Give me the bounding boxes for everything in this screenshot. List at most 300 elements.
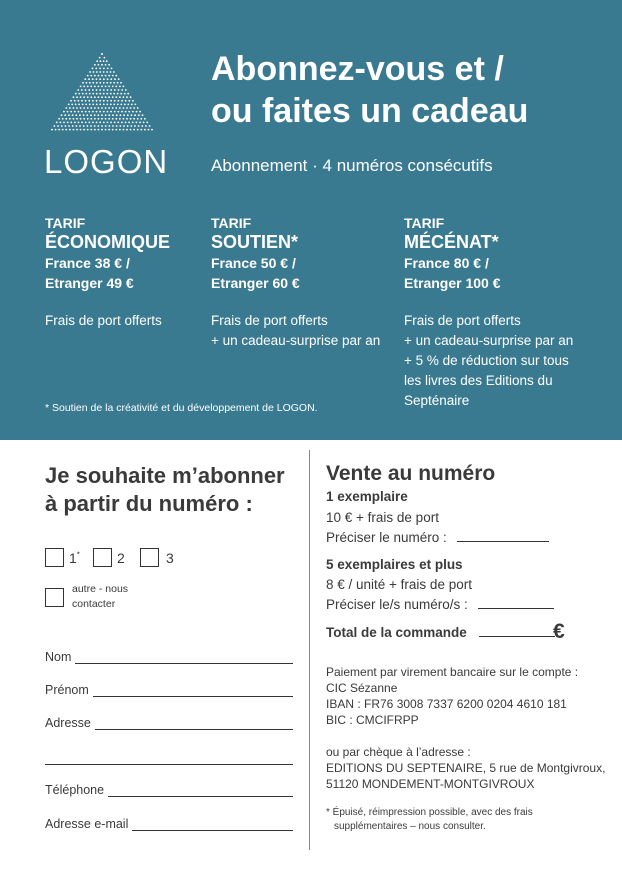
logo-dot — [96, 104, 98, 106]
tarif-soutien — [211, 215, 380, 351]
logo-dot — [96, 100, 98, 102]
logo-dot — [92, 68, 94, 70]
subscribe-title — [45, 462, 285, 518]
logo-dot — [82, 104, 84, 106]
logo-dot — [90, 125, 92, 127]
logo-dot — [105, 107, 107, 109]
logo-dot — [98, 86, 100, 88]
tarif-label: TARIF — [211, 215, 252, 231]
logo-dot — [63, 122, 65, 124]
note-line-2: supplémentaires – nous consulter. — [334, 821, 486, 832]
logo-dot — [88, 78, 90, 80]
logo-dot — [96, 89, 98, 91]
logo-dot — [120, 82, 122, 84]
logo-dot — [114, 100, 116, 102]
logo-dot — [99, 57, 101, 59]
logo-dot — [94, 96, 96, 98]
logo-dot — [94, 114, 96, 116]
logo-dot — [61, 114, 63, 116]
logo-dot — [103, 111, 105, 113]
logo-dot — [112, 86, 114, 88]
tarif-price-france: France 80 € / — [404, 255, 489, 271]
logo-dot — [82, 93, 84, 95]
tarif-price-france: France 50 € / — [211, 255, 296, 271]
cheque-info — [326, 744, 605, 792]
logo-dot — [103, 104, 105, 106]
tarif-price-france: France 38 € / — [45, 255, 130, 271]
tarif-desc-line: Septénaire — [404, 393, 470, 408]
logo-dot — [80, 96, 82, 98]
logo-dot — [116, 114, 118, 116]
tarif-price-etranger: Etranger 100 € — [404, 275, 501, 291]
logo-dot — [87, 118, 89, 120]
logo-dot — [78, 111, 80, 113]
logo-dot — [98, 75, 100, 77]
logo-dot — [121, 89, 123, 91]
logo-dot — [114, 122, 116, 124]
order-total — [326, 625, 555, 640]
logo-dot — [117, 93, 119, 95]
logo-dot — [149, 125, 151, 127]
logo-dot — [132, 100, 134, 102]
logo-dot — [130, 107, 132, 109]
logo-dot — [53, 125, 55, 127]
logo-dot — [73, 96, 75, 98]
logo-dot — [135, 122, 137, 124]
logo-dot — [92, 111, 94, 113]
logo-dot — [130, 96, 132, 98]
logo-dot — [92, 82, 94, 84]
logo-dot — [140, 118, 142, 120]
logo-dot — [73, 107, 75, 109]
logo-dot — [106, 82, 108, 84]
five-copies-title: 5 exemplaires et plus — [326, 557, 463, 572]
logo-dot — [75, 93, 77, 95]
logo-dot — [96, 71, 98, 73]
cheque-address-line-2: 51120 MONDEMENT-MONTGIVROUX — [326, 777, 535, 791]
logo-dot — [99, 89, 101, 91]
logo-dot — [81, 89, 83, 91]
logo-dot — [106, 104, 108, 106]
logo-dot — [119, 125, 121, 127]
logo-dot — [105, 86, 107, 88]
tarif-description — [45, 311, 170, 331]
logo-dot — [128, 122, 130, 124]
telephone-label: Téléphone — [45, 783, 105, 797]
logo-dot — [126, 96, 128, 98]
logo-dot — [103, 93, 105, 95]
logo-dot — [121, 122, 123, 124]
logo-dot — [82, 82, 84, 84]
logo-dot — [123, 118, 125, 120]
prenom-label: Prénom — [45, 683, 89, 697]
logo-dot — [80, 129, 82, 131]
logo-dot — [92, 93, 94, 95]
tarif-price-etranger: Etranger 60 € — [211, 275, 300, 291]
logo-dot — [108, 118, 110, 120]
logo-dot — [74, 100, 76, 102]
logo-dot — [76, 107, 78, 109]
logo-dot — [132, 111, 134, 113]
logo-dot — [65, 129, 67, 131]
logo-dot — [83, 129, 85, 131]
logo-dot — [110, 111, 112, 113]
nom-input-line[interactable] — [75, 651, 293, 664]
five-copies-price: 8 € / unité + frais de port — [326, 577, 472, 592]
logo-dot — [131, 114, 133, 116]
logo-dot — [61, 125, 63, 127]
logo-dot — [73, 129, 75, 131]
logo-dot — [98, 118, 100, 120]
logo-dot — [144, 118, 146, 120]
telephone-input-line[interactable] — [108, 784, 293, 797]
logo-dot — [99, 122, 101, 124]
logo-dot — [103, 122, 105, 124]
checkbox-other[interactable] — [45, 588, 64, 607]
logo-dot — [96, 82, 98, 84]
logo-dot — [105, 118, 107, 120]
logo-dot — [74, 122, 76, 124]
logo-dot — [85, 93, 87, 95]
title-line-2: ou faites un cadeau — [211, 92, 529, 130]
payment-bic: BIC : CMCIFRPP — [326, 713, 419, 727]
logo-dot — [76, 129, 78, 131]
logo-dot — [114, 78, 116, 80]
logo-dot — [119, 86, 121, 88]
logo-dot — [69, 129, 71, 131]
subtitle: Abonnement · 4 numéros consécutifs — [211, 156, 493, 175]
logo-dot — [139, 111, 141, 113]
logo-dot — [125, 111, 127, 113]
checkbox-issue-3[interactable] — [140, 548, 159, 567]
prenom-field[interactable] — [45, 683, 293, 697]
logo-dot — [99, 78, 101, 80]
logo-dot — [100, 60, 102, 62]
logo-dot — [130, 125, 132, 127]
logo-dot — [67, 111, 69, 113]
logo-dot — [85, 111, 87, 113]
logo-dot — [113, 93, 115, 95]
logo-dot — [80, 107, 82, 109]
page-title — [211, 48, 528, 132]
logo-dot — [90, 107, 92, 109]
logo-dot — [94, 107, 96, 109]
logo-dot — [119, 107, 121, 109]
logo-dot — [76, 96, 78, 98]
logo-dot — [101, 75, 103, 77]
logo-dot — [94, 64, 96, 66]
logo-dot — [110, 71, 112, 73]
logo-dot — [108, 86, 110, 88]
logo-dot — [99, 100, 101, 102]
logo-dot — [103, 89, 105, 91]
logo-dot — [99, 71, 101, 73]
logo-dot — [132, 122, 134, 124]
tarif-desc-line: + 5 % de réduction sur tous — [404, 353, 569, 368]
logo-dot — [138, 114, 140, 116]
logo-dot — [120, 114, 122, 116]
logo-dot — [83, 114, 85, 116]
logo-dot — [108, 96, 110, 98]
logo-dot — [71, 104, 73, 106]
logo-dot — [62, 129, 64, 131]
logo-dot — [121, 111, 123, 113]
logo-dot — [118, 78, 120, 80]
logo-dot — [114, 111, 116, 113]
logo-dot — [92, 100, 94, 102]
logo-dot — [83, 96, 85, 98]
logo-dot — [108, 114, 110, 116]
logo-dot — [83, 125, 85, 127]
logo-dot — [87, 96, 89, 98]
logo-dot — [65, 107, 67, 109]
logo-dot — [85, 100, 87, 102]
logo-dot — [96, 93, 98, 95]
logo-dot — [123, 129, 125, 131]
payment-info — [326, 664, 578, 728]
one-copy-precise — [326, 530, 549, 545]
order-total-input[interactable] — [479, 635, 555, 637]
logo-dot — [110, 100, 112, 102]
checkbox-issue-2[interactable] — [93, 548, 112, 567]
logo-text: LOGON — [44, 143, 169, 180]
logo-dot — [110, 82, 112, 84]
logo-dot — [117, 82, 119, 84]
logo-dot — [90, 75, 92, 77]
logo-dot — [105, 96, 107, 98]
logo-dot — [130, 129, 132, 131]
logo-dot — [77, 89, 79, 91]
logo-dot — [110, 93, 112, 95]
logo-dot — [75, 104, 77, 106]
logo-dot — [133, 107, 135, 109]
logo-dot — [90, 96, 92, 98]
logo-dot — [87, 75, 89, 77]
five-copies-precise — [326, 597, 554, 612]
one-copy-issue-input[interactable] — [457, 540, 549, 542]
logo-dot — [123, 107, 125, 109]
logo-dot — [144, 129, 146, 131]
logo-dot — [87, 86, 89, 88]
logo-dot — [58, 129, 60, 131]
tarif-desc-line: les livres des Editions du — [404, 373, 553, 388]
logo-dot — [133, 118, 135, 120]
logo-dot — [98, 107, 100, 109]
logo-dot — [117, 100, 119, 102]
checkbox-issue-3-label: 3 — [166, 550, 174, 566]
logo-dot — [99, 82, 101, 84]
logo-dot — [70, 122, 72, 124]
logo-dot — [75, 125, 77, 127]
tarif-description — [404, 311, 573, 411]
logo-dot — [87, 107, 89, 109]
checkbox-issue-1-label: 1* — [69, 550, 80, 566]
logo-dot — [94, 75, 96, 77]
logo-dot — [103, 68, 105, 70]
logo-dot — [103, 78, 105, 80]
logo-dot — [86, 114, 88, 116]
email-input-line[interactable] — [132, 818, 293, 831]
logo-dot — [112, 114, 114, 116]
logo-dot — [101, 114, 103, 116]
logo-dot — [103, 100, 105, 102]
nom-field[interactable] — [45, 650, 293, 664]
logo-dot — [126, 118, 128, 120]
logo-dot — [127, 114, 129, 116]
logo-dot — [130, 118, 132, 120]
logo-dot — [120, 93, 122, 95]
subscribe-title-line-2: à partir du numéro : — [45, 491, 253, 516]
logo-dot — [125, 100, 127, 102]
logo-dot — [94, 86, 96, 88]
nom-label: Nom — [45, 650, 72, 664]
logo-dot — [83, 86, 85, 88]
telephone-field[interactable] — [45, 783, 293, 797]
logo-dot — [79, 125, 81, 127]
note-line-1: * Épuisé, réimpression possible, avec des frais — [326, 807, 533, 818]
tarif-price-etranger: Etranger 49 € — [45, 275, 134, 291]
logo-dot — [121, 100, 123, 102]
prenom-input-line[interactable] — [93, 684, 293, 697]
logo-dot — [117, 122, 119, 124]
logo-dot — [112, 125, 114, 127]
tarif-name: ÉCONOMIQUE — [45, 232, 171, 252]
logo-dot — [55, 129, 57, 131]
logo-dot — [68, 125, 70, 127]
logo-dot — [138, 125, 140, 127]
adresse-input-line[interactable] — [95, 717, 293, 730]
logo-dot — [99, 111, 101, 113]
logo-dot — [63, 111, 65, 113]
logo-dot — [105, 125, 107, 127]
logo-dot — [78, 93, 80, 95]
tarif-desc-line: Frais de port offerts — [45, 313, 162, 328]
logo-dot — [110, 104, 112, 106]
logo-dot — [101, 107, 103, 109]
logo-dot — [76, 118, 78, 120]
logo-dot — [145, 125, 147, 127]
logo-dot — [51, 129, 53, 131]
logo-dot — [103, 71, 105, 73]
logo-dot — [101, 96, 103, 98]
logo-dot — [56, 122, 58, 124]
tarif-desc-line: Frais de port offerts — [404, 313, 521, 328]
logo-dot — [106, 60, 108, 62]
logo-dot — [88, 122, 90, 124]
email-field[interactable] — [45, 817, 293, 831]
logo-dot — [115, 107, 117, 109]
logo-dot — [89, 104, 91, 106]
subscribe-title-line-1: Je souhaite m’abonner — [45, 463, 285, 488]
checkbox-issue-2-label: 2 — [117, 550, 125, 566]
logo-dot — [137, 118, 139, 120]
logo-dot — [67, 122, 69, 124]
logo-dot — [94, 129, 96, 131]
logo-dot — [134, 125, 136, 127]
logo-dot — [123, 125, 125, 127]
logo-dot — [101, 53, 103, 55]
logo-dot — [96, 60, 98, 62]
logo-dot — [105, 129, 107, 131]
logo-dot — [70, 111, 72, 113]
logo-dot — [126, 107, 128, 109]
logo-dot — [89, 82, 91, 84]
logo-dot — [81, 100, 83, 102]
logo-dot — [78, 104, 80, 106]
other-label-line-1: autre - nous — [72, 583, 129, 595]
logo-dot — [111, 68, 113, 70]
logo-dot — [112, 129, 114, 131]
vente-title: Vente au numéro — [326, 462, 496, 485]
logo-dot — [123, 114, 125, 116]
logo-dot — [112, 118, 114, 120]
logo-dot — [115, 75, 117, 77]
logo-dot — [81, 122, 83, 124]
logo-dot — [103, 82, 105, 84]
logo-dot — [108, 64, 110, 66]
logo-dot — [68, 114, 70, 116]
order-total-label: Total de la commande — [326, 625, 467, 640]
logo-dot — [93, 71, 95, 73]
logo-dot — [114, 89, 116, 91]
logo-dot — [110, 89, 112, 91]
adresse-second-line[interactable] — [45, 764, 293, 765]
logo-dot — [103, 60, 105, 62]
logo-dot — [84, 78, 86, 80]
logo-dot — [90, 129, 92, 131]
logo-dot — [64, 114, 66, 116]
payment-iban: IBAN : FR76 3008 7337 6200 0204 4610 181 — [326, 697, 567, 711]
logo-dot — [148, 129, 150, 131]
logo-dot — [96, 78, 98, 80]
logo-dot — [151, 129, 153, 131]
logo-dot — [87, 129, 89, 131]
other-label-line-2: contacter — [72, 598, 116, 610]
column-divider — [309, 450, 310, 850]
logo-dot — [115, 96, 117, 98]
logo-dot — [116, 125, 118, 127]
logo-dot — [90, 86, 92, 88]
logo-dot — [113, 82, 115, 84]
logo-dot — [72, 125, 74, 127]
euro-symbol: € — [553, 620, 565, 643]
logo-dot — [92, 89, 94, 91]
adresse-field[interactable] — [45, 716, 293, 730]
one-copy-price: 10 € + frais de port — [326, 510, 439, 525]
logo-dot — [123, 96, 125, 98]
tarif-desc-line: + un cadeau-surprise par an — [211, 333, 381, 348]
logo-dot — [119, 96, 121, 98]
tarif-label: TARIF — [404, 215, 445, 231]
logo-dot — [120, 104, 122, 106]
logo-dot — [142, 114, 144, 116]
logo-dot — [59, 122, 61, 124]
checkbox-issue-1[interactable] — [45, 548, 64, 567]
logo-dot — [96, 122, 98, 124]
logo-dot — [141, 125, 143, 127]
logo-dot — [115, 129, 117, 131]
logo-dot — [72, 114, 74, 116]
five-copies-issue-input[interactable] — [478, 607, 554, 609]
logo-dot — [139, 122, 141, 124]
logo-dot — [108, 75, 110, 77]
tarif-desc-line: Frais de port offerts — [211, 313, 328, 328]
logo-dot — [110, 122, 112, 124]
logo-dot — [99, 93, 101, 95]
logo-dot — [96, 111, 98, 113]
logo-dot — [128, 100, 130, 102]
logo-dot — [107, 122, 109, 124]
